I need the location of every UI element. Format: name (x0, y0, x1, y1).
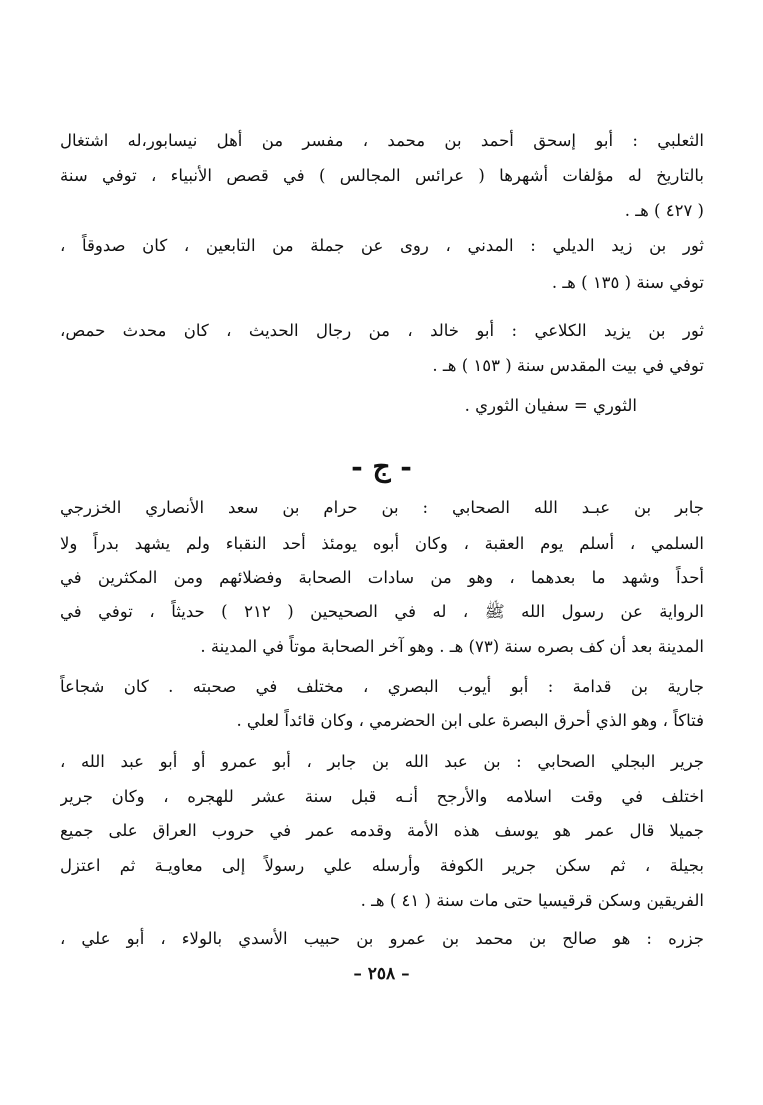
text-line: المدينة بعد أن كف بصره سنة (٧٣) هـ . وهو آخر الصحابة موتاً في المدينة . (200, 637, 704, 656)
text-line: جزره : هو صالح بن محمد بن عمرو بن حبيب الأسدي بالولاء ، أبو علي ، (60, 929, 704, 948)
text-line: جرير البجلي الصحابي : بن عبد الله بن جابر ، أبو عمرو أو أبو عبد الله ، (60, 752, 704, 771)
text-line: بالتاريخ له مؤلفات أشهرها ( عرائس المجالس ) في قصص الأنبياء ، توفي سنة (60, 166, 704, 185)
text-line: جارية بن قدامة : أبو أيوب البصري ، مختلف في صحبته . كان شجاعاً (60, 677, 704, 696)
text-line: ( ٤٢٧ ) هـ . (624, 201, 704, 220)
text-line: اختلف في وقت اسلامه والأرجح أنـه قبل سنة عشر للهجره ، وكان جرير (60, 787, 704, 806)
text-line: جميلا قال عمر هو يوسف هذه الأمة وقدمه عمر في حروب العراق على جميع (60, 821, 704, 840)
text-line: الثوري = سفيان الثوري . (464, 396, 637, 415)
text-line: الفريقين وسكن قرقيسيا حتى مات سنة ( ٤١ ) هـ . (360, 891, 704, 910)
text-line: فتاكاً ، وهو الذي أحرق البصرة على ابن الحضرمي ، وكان قائداً لعلي . (236, 711, 704, 730)
text-line: السلمي ، أسلم يوم العقبة ، وكان أبوه يومئذ أحد النقباء ولم يشهد بدراً ولا (60, 534, 704, 553)
text-line: أحداً وشهد ما بعدهما ، وهو من سادات الصحابة وفضلائهم ومن المكثرين في (60, 568, 704, 587)
section-heading: - ج - (351, 450, 412, 483)
text-line: ثور بن يزيد الكلاعي : أبو خالد ، من رجال الحديث ، كان محدث حمص، (60, 321, 704, 340)
text-line: توفي سنة ( ١٣٥ ) هـ . (551, 273, 704, 292)
text-line: بجيلة ، ثم سكن جرير الكوفة وأرسله علي رسولاً إلى معاويـة ثم اعتزل (60, 856, 704, 875)
text-line: جابر بن عبـد الله الصحابي : بن حرام بن سعد الأنصاري الخزرجي (60, 498, 704, 517)
text-line: توفي في بيت المقدس سنة ( ١٥٣ ) هـ . (432, 356, 704, 375)
text-line: الرواية عن رسول الله ﷺ ، له في الصحيحين ( ٢١٢ ) حديثاً ، توفي في (60, 602, 704, 621)
text-line: الثعلبي : أبو إسحق أحمد بن محمد ، مفسر من أهل نيسابور،له اشتغال (60, 131, 704, 150)
page-number: – ٢٥٨ – (353, 964, 410, 984)
text-line: ثور بن زيد الديلي : المدني ، روى عن جملة من التابعين ، كان صدوقاً ، (60, 236, 704, 255)
